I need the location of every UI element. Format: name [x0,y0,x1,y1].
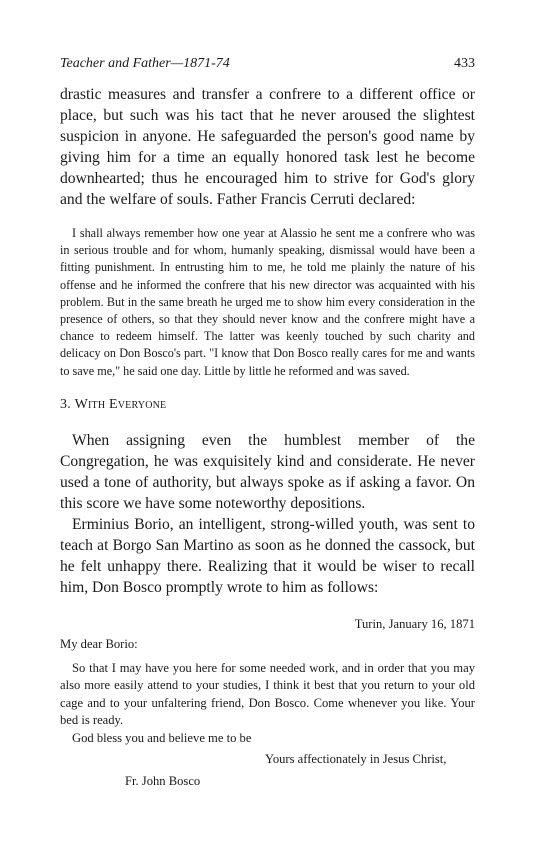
section-title: With Everyone [74,396,167,412]
opening-paragraph: drastic measures and transfer a confrere to a different office or place, but such was his tact that he never aroused the slightest suspicion in anyone. He safeguarded the person's good name by giving him for a time an equally honored task lest he become downhearted; thus he encouraged him to strive for God's glory and the welfare of souls. Father Francis Cerruti declared: [60,86,475,208]
running-head-title: Teacher and Father—1871-74 [60,56,230,71]
block-quote: I shall always remember how one year at Alassio he sent me a confrere who was in serious trouble and for whom, humanly speaking, dismissal would have been a fitting punishment. In entrusting him to me, he told me plainly the nature of his offense and he informed the confrere that his new director was acquainted with his problem. But in the same breath he urged me to show him every consideration in the presence of others, so that they should never know and the confrere might have a chance to redeem himself. The latter was keenly touched by such charity and delicacy on Don Bosco's part. "I know that Don Bosco really cares for me and wants to save me," he said one day. Little by little he reformed and was saved. [60,226,475,378]
letter-closing: God bless you and believe me to be [72,730,252,745]
section-paragraph: Erminius Borio, an intelligent, strong-willed youth, was sent to teach at Borgo San Martino as soon as he donned the cassock, but he felt unhappy there. Realizing that it would be wiser to recall him, Don Bosco promptly wrote to him as follows: [60,515,475,596]
section-heading [60,396,475,414]
letter-date: Turin, January 16, 1871 [354,616,475,631]
page-number: 433 [454,56,475,71]
letter-signature: Fr. John Bosco [125,773,201,788]
letter [60,616,475,791]
letter-body: So that I may have you here for some needed work, and in order that you may also more easily attend to your studies, I think it best that you return to your old cage and to your unfaltering friend, Don Bosco. Come whenever you like. Your bed is ready. [60,660,475,728]
section-body [60,430,475,598]
running-head [60,56,475,72]
section-paragraph: When assigning even the humblest member of the Congregation, he was exquisitely kind and considerate. He never used a tone of authority, but always spoke as if asking a favor. On this score we have some noteworthy depositions. [60,431,475,512]
letter-signoff: Yours affectionately in Jesus Christ, [265,752,447,767]
letter-salutation: My dear Borio: [60,637,138,652]
section-number: 3. [60,396,71,412]
book-page [60,56,475,790]
